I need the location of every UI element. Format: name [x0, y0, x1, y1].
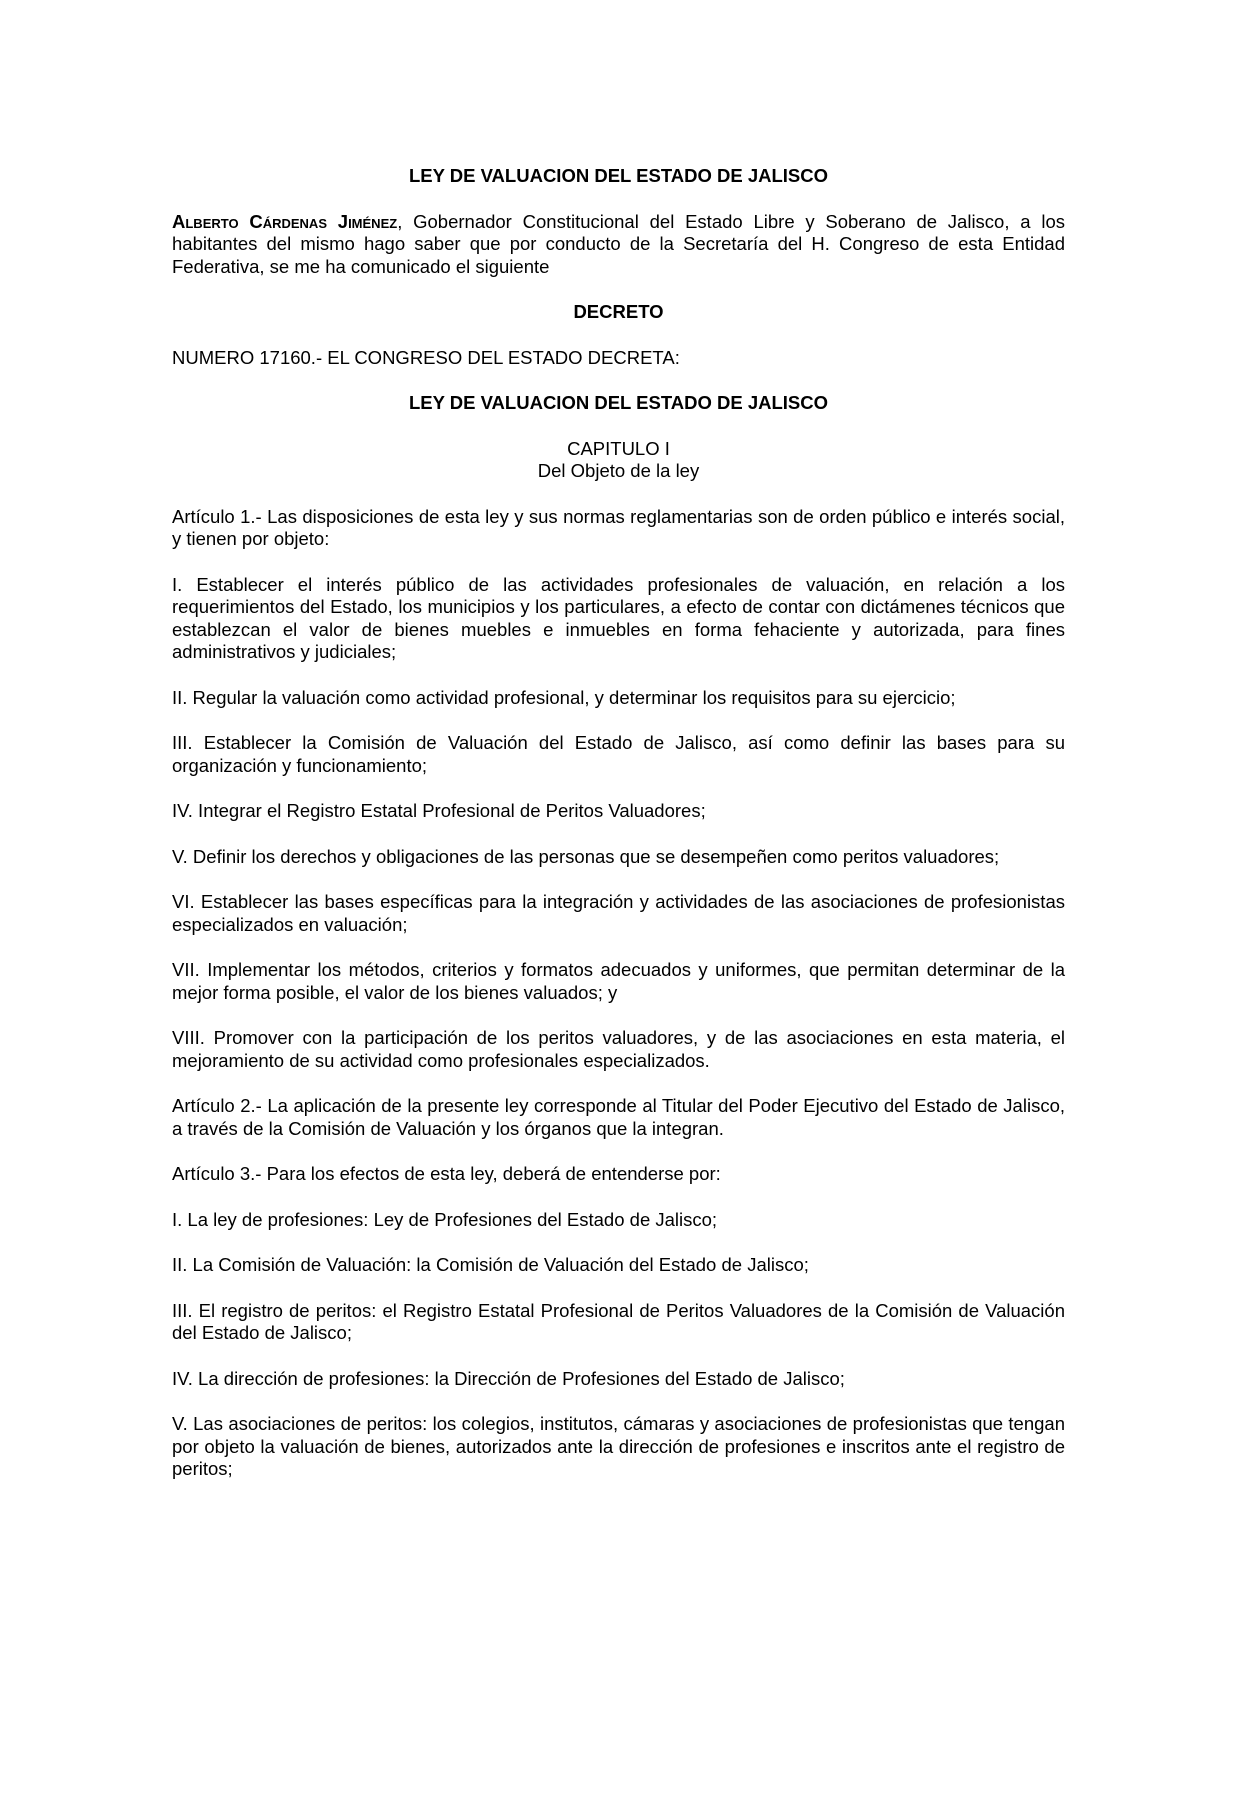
article-3-fraction-v: V. Las asociaciones de peritos: los colegios, institutos, cámaras y asociaciones de profesionistas que tengan por objeto la valuación de bienes, autorizados ante la dirección de profesiones e inscritos ante el registro de peritos;	[172, 1413, 1065, 1479]
intro-paragraph	[172, 211, 1065, 279]
document-page	[172, 165, 1065, 1504]
article-1-fraction-i: I. Establecer el interés público de las actividades profesionales de valuación, en relación a los requerimientos del Estado, los municipios y los particulares, a efecto de contar con dictámenes técnicos que establezcan el valor de bienes muebles e inmuebles en forma fehaciente y autorizada, para fines administrativos y judiciales;	[172, 573, 1065, 662]
article-1-fraction-viii: VIII. Promover con la participación de los peritos valuadores, y de las asociaciones en esta materia, el mejoramiento de su actividad como profesionales especializados.	[172, 1027, 1065, 1071]
article-1-fraction-ii: II. Regular la valuación como actividad profesional, y determinar los requisitos para su ejercicio;	[172, 686, 956, 708]
article-3: Artículo 3.- Para los efectos de esta ley, deberá de entenderse por:	[172, 1163, 721, 1184]
intro-text: , Gobernador Constitucional del Estado Libre y Soberano de Jalisco, a los habitantes del mismo hago saber que por conducto de la Secretaría del H. Congreso de esta Entidad Federativa, se me ha comunicado el siguiente	[172, 210, 1065, 277]
law-title: LEY DE VALUACION DEL ESTADO DE JALISCO	[408, 392, 829, 413]
article-1-fraction-iii: III. Establecer la Comisión de Valuación del Estado de Jalisco, así como definir las bases para su organización y funcionamiento;	[172, 732, 1065, 776]
article-2: Artículo 2.- La aplicación de la presente ley corresponde al Titular del Poder Ejecutivo del Estado de Jalisco, a través de la Comisión de Valuación y los órganos que la integran.	[172, 1095, 1065, 1139]
article-1-fraction-iv: IV. Integrar el Registro Estatal Profesional de Peritos Valuadores;	[172, 800, 706, 821]
decreto-heading: DECRETO	[573, 301, 664, 322]
article-1-fraction-vi: VI. Establecer las bases específicas para la integración y actividades de las asociaciones de profesionistas especializados en valuación;	[172, 891, 1065, 935]
article-1: Artículo 1.- Las disposiciones de esta ley y sus normas reglamentarias son de orden público e interés social, y tienen por objeto:	[172, 505, 1065, 549]
chapter-label: CAPITULO I	[567, 437, 670, 459]
article-3-fraction-iii: III. El registro de peritos: el Registro Estatal Profesional de Peritos Valuadores de la Comisión de Valuación del Estado de Jalisco;	[172, 1299, 1065, 1343]
chapter-title: Del Objeto de la ley	[537, 460, 700, 481]
numero-line: NUMERO 17160.- EL CONGRESO DEL ESTADO DECRETA:	[172, 346, 680, 368]
article-3-fraction-iv: IV. La dirección de profesiones: la Dirección de Profesiones del Estado de Jalisco;	[172, 1367, 845, 1389]
article-3-fraction-i: I. La ley de profesiones: Ley de Profesiones del Estado de Jalisco;	[172, 1208, 718, 1230]
article-3-fraction-ii: II. La Comisión de Valuación: la Comisión de Valuación del Estado de Jalisco;	[172, 1254, 809, 1275]
document-title: LEY DE VALUACION DEL ESTADO DE JALISCO	[408, 165, 829, 186]
governor-name: Alberto Cárdenas Jiménez	[172, 210, 398, 232]
article-1-fraction-vii: VII. Implementar los métodos, criterios y formatos adecuados y uniformes, que permitan determinar de la mejor forma posible, el valor de los bienes valuados; y	[172, 959, 1065, 1003]
article-1-fraction-v: V. Definir los derechos y obligaciones de las personas que se desempeñen como peritos valuadores;	[172, 845, 1000, 867]
chapter-heading	[172, 438, 1065, 483]
